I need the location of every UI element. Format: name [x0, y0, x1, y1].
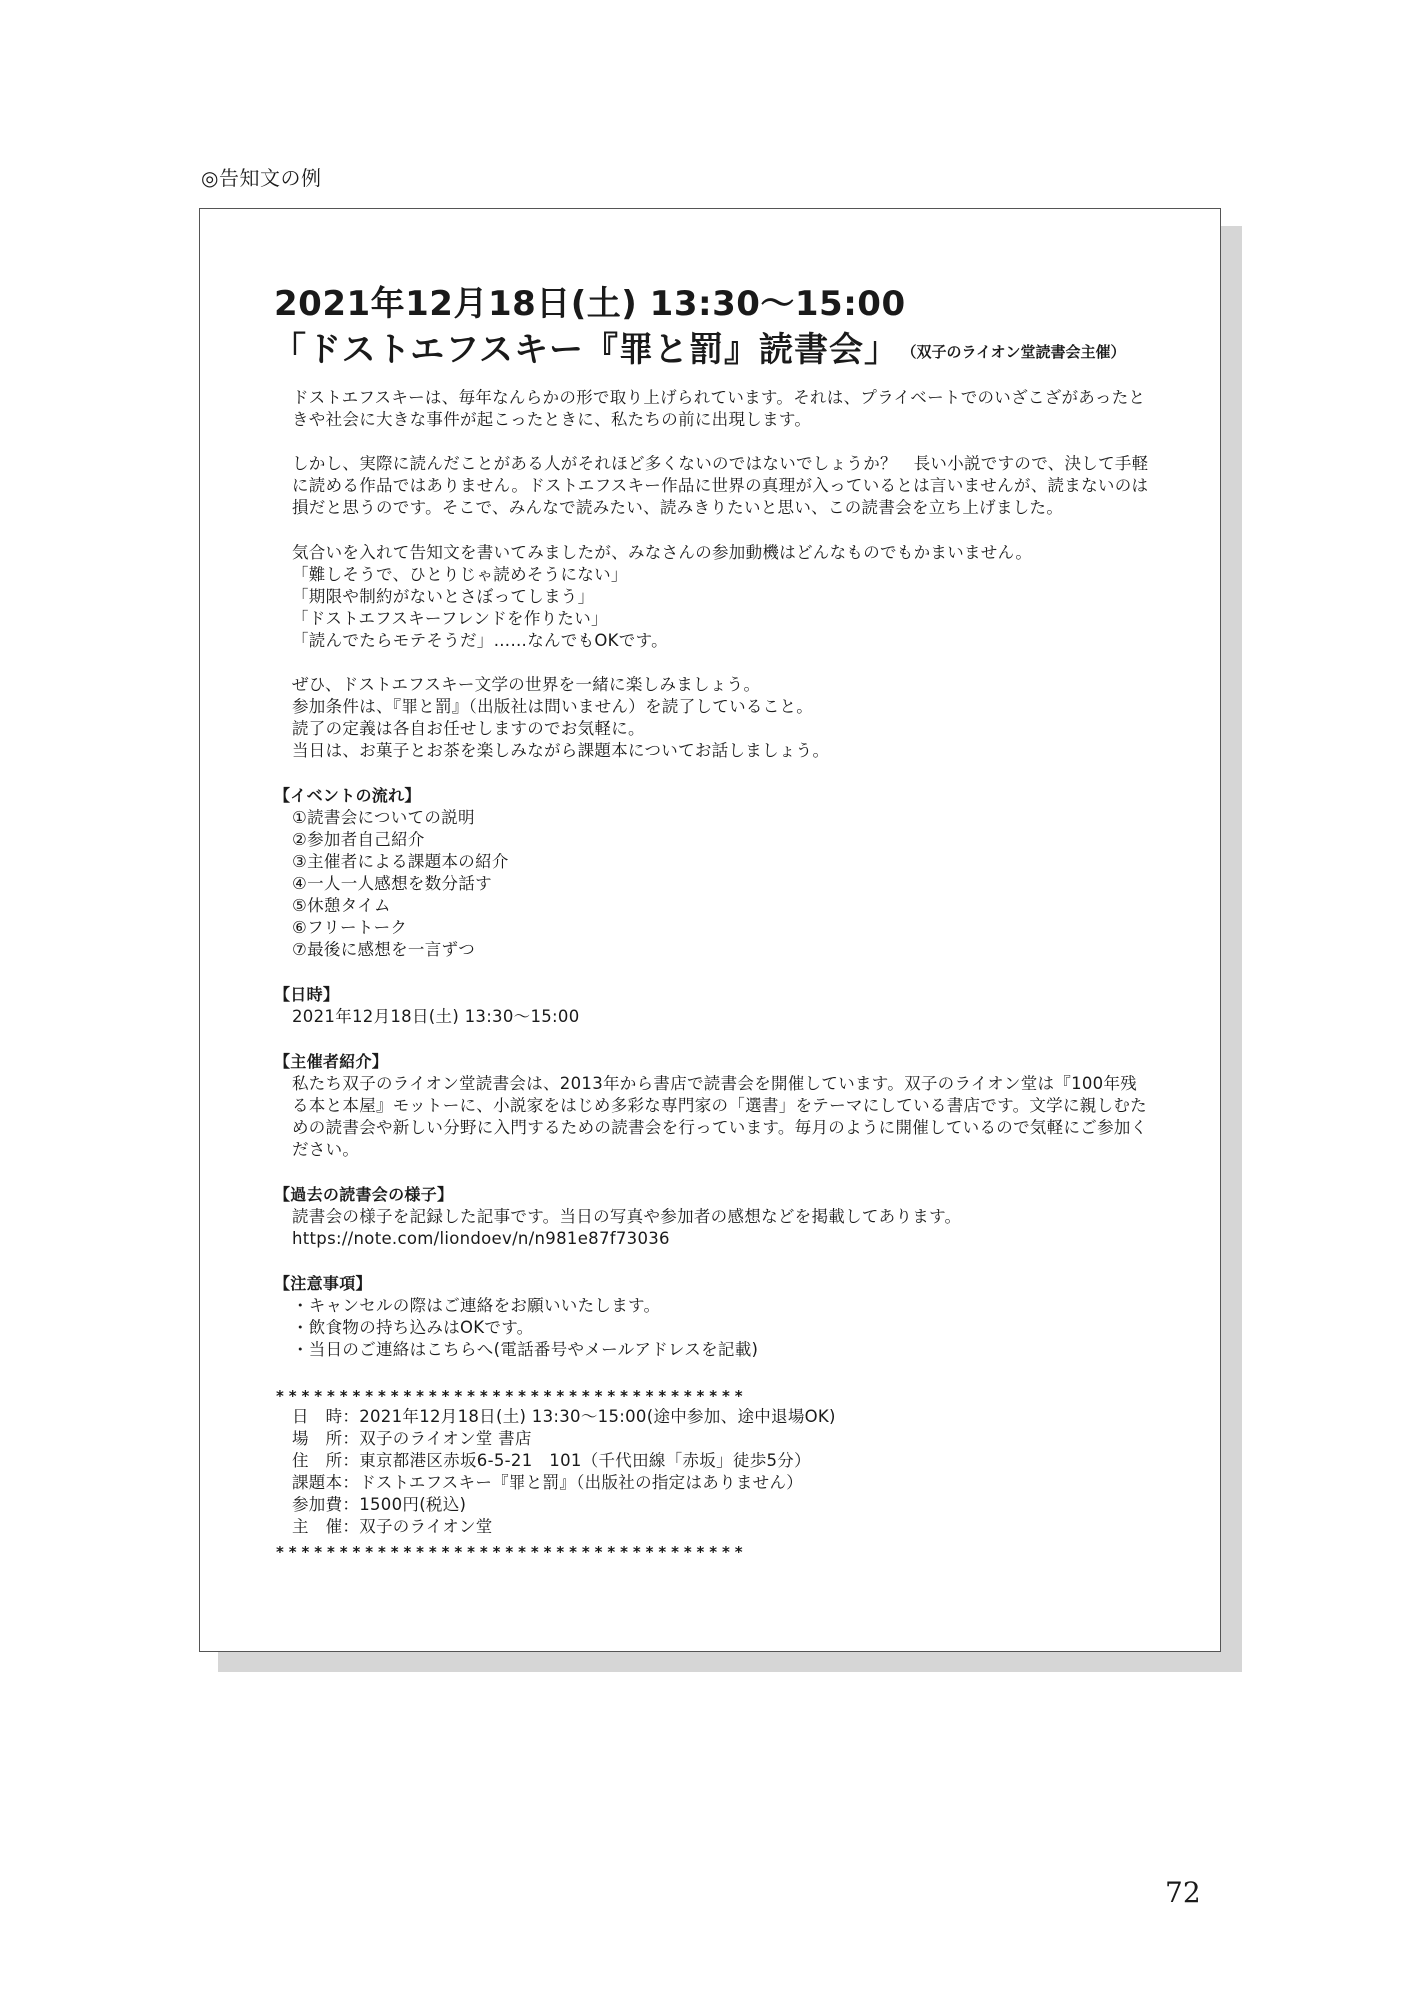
intro-line: 読了の定義は各自お任せしますのでお気軽に。 — [292, 719, 645, 738]
flow-item: ⑥フリートーク — [292, 918, 408, 937]
intro-line: しかし、実際に読んだことがある人がそれほど多くないのではないでしょうか？ 長い小説ですので、決して手軽 — [292, 454, 1149, 473]
flow-heading: 【イベントの流れ】 — [274, 786, 421, 805]
summary-line: 参加費：1500円(税込) — [292, 1495, 467, 1514]
flow-item: ⑤休憩タイム — [292, 896, 391, 915]
past-line: 読書会の様子を記録した記事です。当日の写真や参加者の感想などを掲載してあります。 — [292, 1207, 962, 1226]
summary-line: 場 所：双子のライオン堂 書店 — [292, 1429, 532, 1448]
event-datetime-title: 2021年12月18日(土) 13:30〜15:00 — [274, 284, 906, 324]
summary-line: 住 所：東京都港区赤坂6-5-21 101（千代田線「赤坂」徒歩5分） — [292, 1451, 811, 1470]
motive-quote: 「期限や制約がないとさぼってしまう」 — [292, 587, 595, 606]
intro-line: 気合いを入れて告知文を書いてみましたが、みなさんの参加動機はどんなものでもかまいません。 — [292, 543, 1033, 562]
page-number: 72 — [1165, 1876, 1201, 1909]
organizer-line: ださい。 — [292, 1140, 360, 1159]
motive-quote: 「ドストエフスキーフレンドを作りたい」 — [292, 609, 608, 628]
flow-item: ①読書会についての説明 — [292, 808, 475, 827]
note-item: ・当日のご連絡はこちらへ(電話番号やメールアドレスを記載) — [292, 1340, 759, 1359]
intro-line: に読める作品ではありません。ドストエフスキー作品に世界の真理が入っているとは言いませんが、読まないのは — [292, 476, 1149, 495]
organizer-heading: 【主催者紹介】 — [274, 1052, 389, 1071]
intro-line: 当日は、お菓子とお茶を楽しみながら課題本についてお話しましょう。 — [292, 741, 830, 760]
flow-item: ⑦最後に感想を一言ずつ — [292, 940, 476, 959]
motive-quote: 「読んでたらモテそうだ」……なんでもOKです。 — [292, 631, 668, 650]
notes-heading: 【注意事項】 — [274, 1274, 372, 1293]
event-organizer-note: （双子のライオン堂読書会主催） — [908, 343, 1126, 361]
datetime-heading: 【日時】 — [274, 985, 340, 1004]
organizer-line: る本と本屋』モットーに、小説家をはじめ多彩な専門家の「選書」をテーマにしている書店です。文学に親しむた — [292, 1096, 1147, 1115]
past-heading: 【過去の読書会の様子】 — [274, 1185, 454, 1204]
intro-line: 損だと思うのです。そこで、みんなで読みたい、読みきりたいと思い、この読書会を立ち上げました。 — [292, 498, 1064, 517]
motive-quote: 「難しそうで、ひとりじゃ読めそうにない」 — [292, 565, 628, 584]
organizer-line: めの読書会や新しい分野に入門するための読書会を行っています。毎月のように開催しているので気軽にご参加く — [292, 1118, 1148, 1137]
intro-line: 参加条件は、『罪と罰』（出版社は問いません）を読了していること。 — [292, 697, 814, 716]
figure-caption: ◎告知文の例 — [201, 166, 322, 190]
event-title — [272, 322, 1126, 371]
past-url-link[interactable]: https://note.com/liondoev/n/n981e87f73036 — [292, 1229, 670, 1248]
intro-line: きや社会に大きな事件が起こったときに、私たちの前に出現します。 — [292, 410, 812, 429]
flow-item: ③主催者による課題本の紹介 — [292, 852, 509, 871]
flow-item: ④一人一人感想を数分話す — [292, 874, 492, 893]
intro-line: ドストエフスキーは、毎年なんらかの形で取り上げられています。それは、プライベートでのいざこざがあったと — [292, 388, 1146, 407]
summary-line: 課題本：ドストエフスキー『罪と罰』（出版社の指定はありません） — [292, 1473, 804, 1492]
summary-line: 主 催：双子のライオン堂 — [292, 1517, 493, 1536]
summary-divider-top: ************************************* — [276, 1387, 748, 1405]
datetime-value: 2021年12月18日(土) 13:30〜15:00 — [292, 1007, 580, 1026]
organizer-line: 私たち双子のライオン堂読書会は、2013年から書店で読書会を開催しています。双子のライオン堂は『100年残 — [292, 1074, 1138, 1093]
event-name: 「ドストエフスキー『罪と罰』読書会」 — [272, 330, 899, 370]
summary-line: 日 時：2021年12月18日(土) 13:30〜15:00(途中参加、途中退場OK) — [292, 1407, 836, 1426]
intro-line: ぜひ、ドストエフスキー文学の世界を一緒に楽しみましょう。 — [292, 675, 761, 694]
summary-divider-bottom: ************************************* — [276, 1543, 748, 1561]
note-item: ・飲食物の持ち込みはOKです。 — [292, 1318, 534, 1337]
note-item: ・キャンセルの際はご連絡をお願いいたします。 — [292, 1296, 661, 1315]
flow-item: ②参加者自己紹介 — [292, 830, 425, 849]
